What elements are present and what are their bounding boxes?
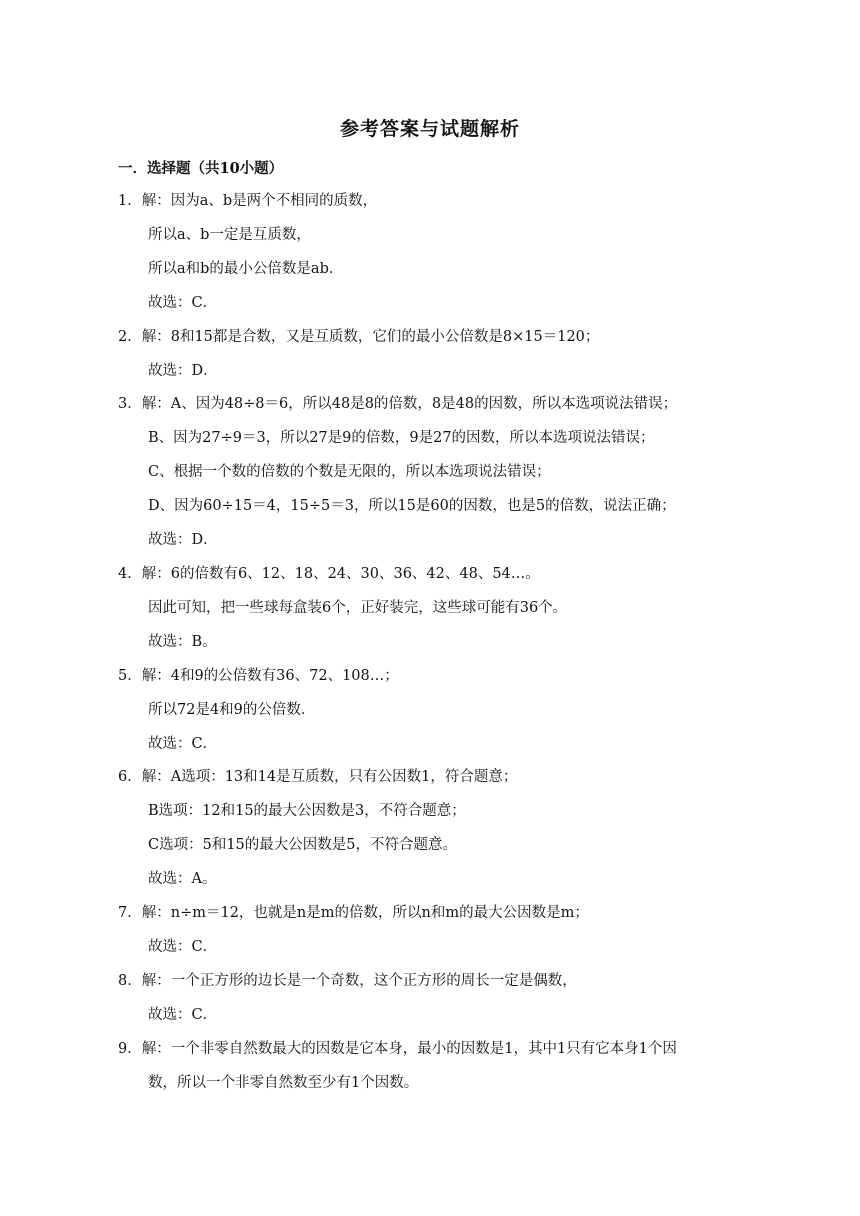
answer-5-line-1: 5．解：4和9的公倍数有36、72、108…； [118,668,399,684]
answer-3-line-1: 3．解：A、因为48÷8＝6，所以48是8的倍数，8是48的因数，所以本选项说法错误； [118,396,678,412]
answer-4-line-2: 因此可知，把一些球每盒装6个，正好装完，这些球可能有36个。 [148,600,568,616]
answer-6-line-2: B选项：12和15的最大公因数是3，不符合题意； [148,803,466,819]
answer-9-line-1: 9．解：一个非零自然数最大的因数是它本身，最小的因数是1，其中1只有它本身1个因 [118,1041,677,1057]
answer-8-line-1: 8．解：一个正方形的边长是一个奇数，这个正方形的周长一定是偶数， [118,973,577,989]
answer-7-choice: 故选：C． [148,939,218,955]
answer-5-line-2: 所以72是4和9的公倍数． [148,702,316,718]
answer-3-line-4: D、因为60÷15＝4，15÷5＝3，所以15是60的因数，也是5的倍数，说法正确； [148,498,676,514]
answer-3-line-2: B、因为27÷9＝3，所以27是9的倍数，9是27的因数，所以本选项说法错误； [148,430,655,446]
answer-5-choice: 故选：C． [148,736,218,752]
answer-4-choice: 故选：B。 [148,634,217,650]
answer-2-line-1: 2．解：8和15都是合数，又是互质数，它们的最小公倍数是8×15＝120； [118,329,600,345]
answer-3-choice: 故选：D． [148,532,218,548]
answer-9-line-2: 数，所以一个非零自然数至少有1个因数。 [148,1075,419,1091]
section-heading: 一．选择题（共10小题） [118,160,284,177]
answer-1-line-2: 所以a、b一定是互质数， [148,227,311,243]
answer-3-line-3: C、根据一个数的倍数的个数是无限的，所以本选项说法错误； [148,464,551,480]
answer-8-choice: 故选：C． [148,1007,218,1023]
answer-4-line-1: 4．解：6的倍数有6、12、18、24、30、36、42、48、54…。 [118,566,540,582]
answer-6-line-3: C选项：5和15的最大公因数是5，不符合题意。 [148,837,457,853]
answer-1-line-1: 1．解：因为a、b是两个不相同的质数， [118,193,378,209]
answer-7-line-1: 7．解：n÷m＝12，也就是n是m的倍数，所以n和m的最大公因数是m； [118,905,589,921]
answer-6-line-1: 6．解：A选项：13和14是互质数，只有公因数1，符合题意； [118,769,518,785]
answer-1-line-3: 所以a和b的最小公倍数是ab． [148,261,344,277]
page-title: 参考答案与试题解析 [339,118,520,140]
answer-1-choice: 故选：C． [148,295,218,311]
answer-2-choice: 故选：D． [148,363,218,379]
answer-6-choice: 故选：A。 [148,871,217,887]
